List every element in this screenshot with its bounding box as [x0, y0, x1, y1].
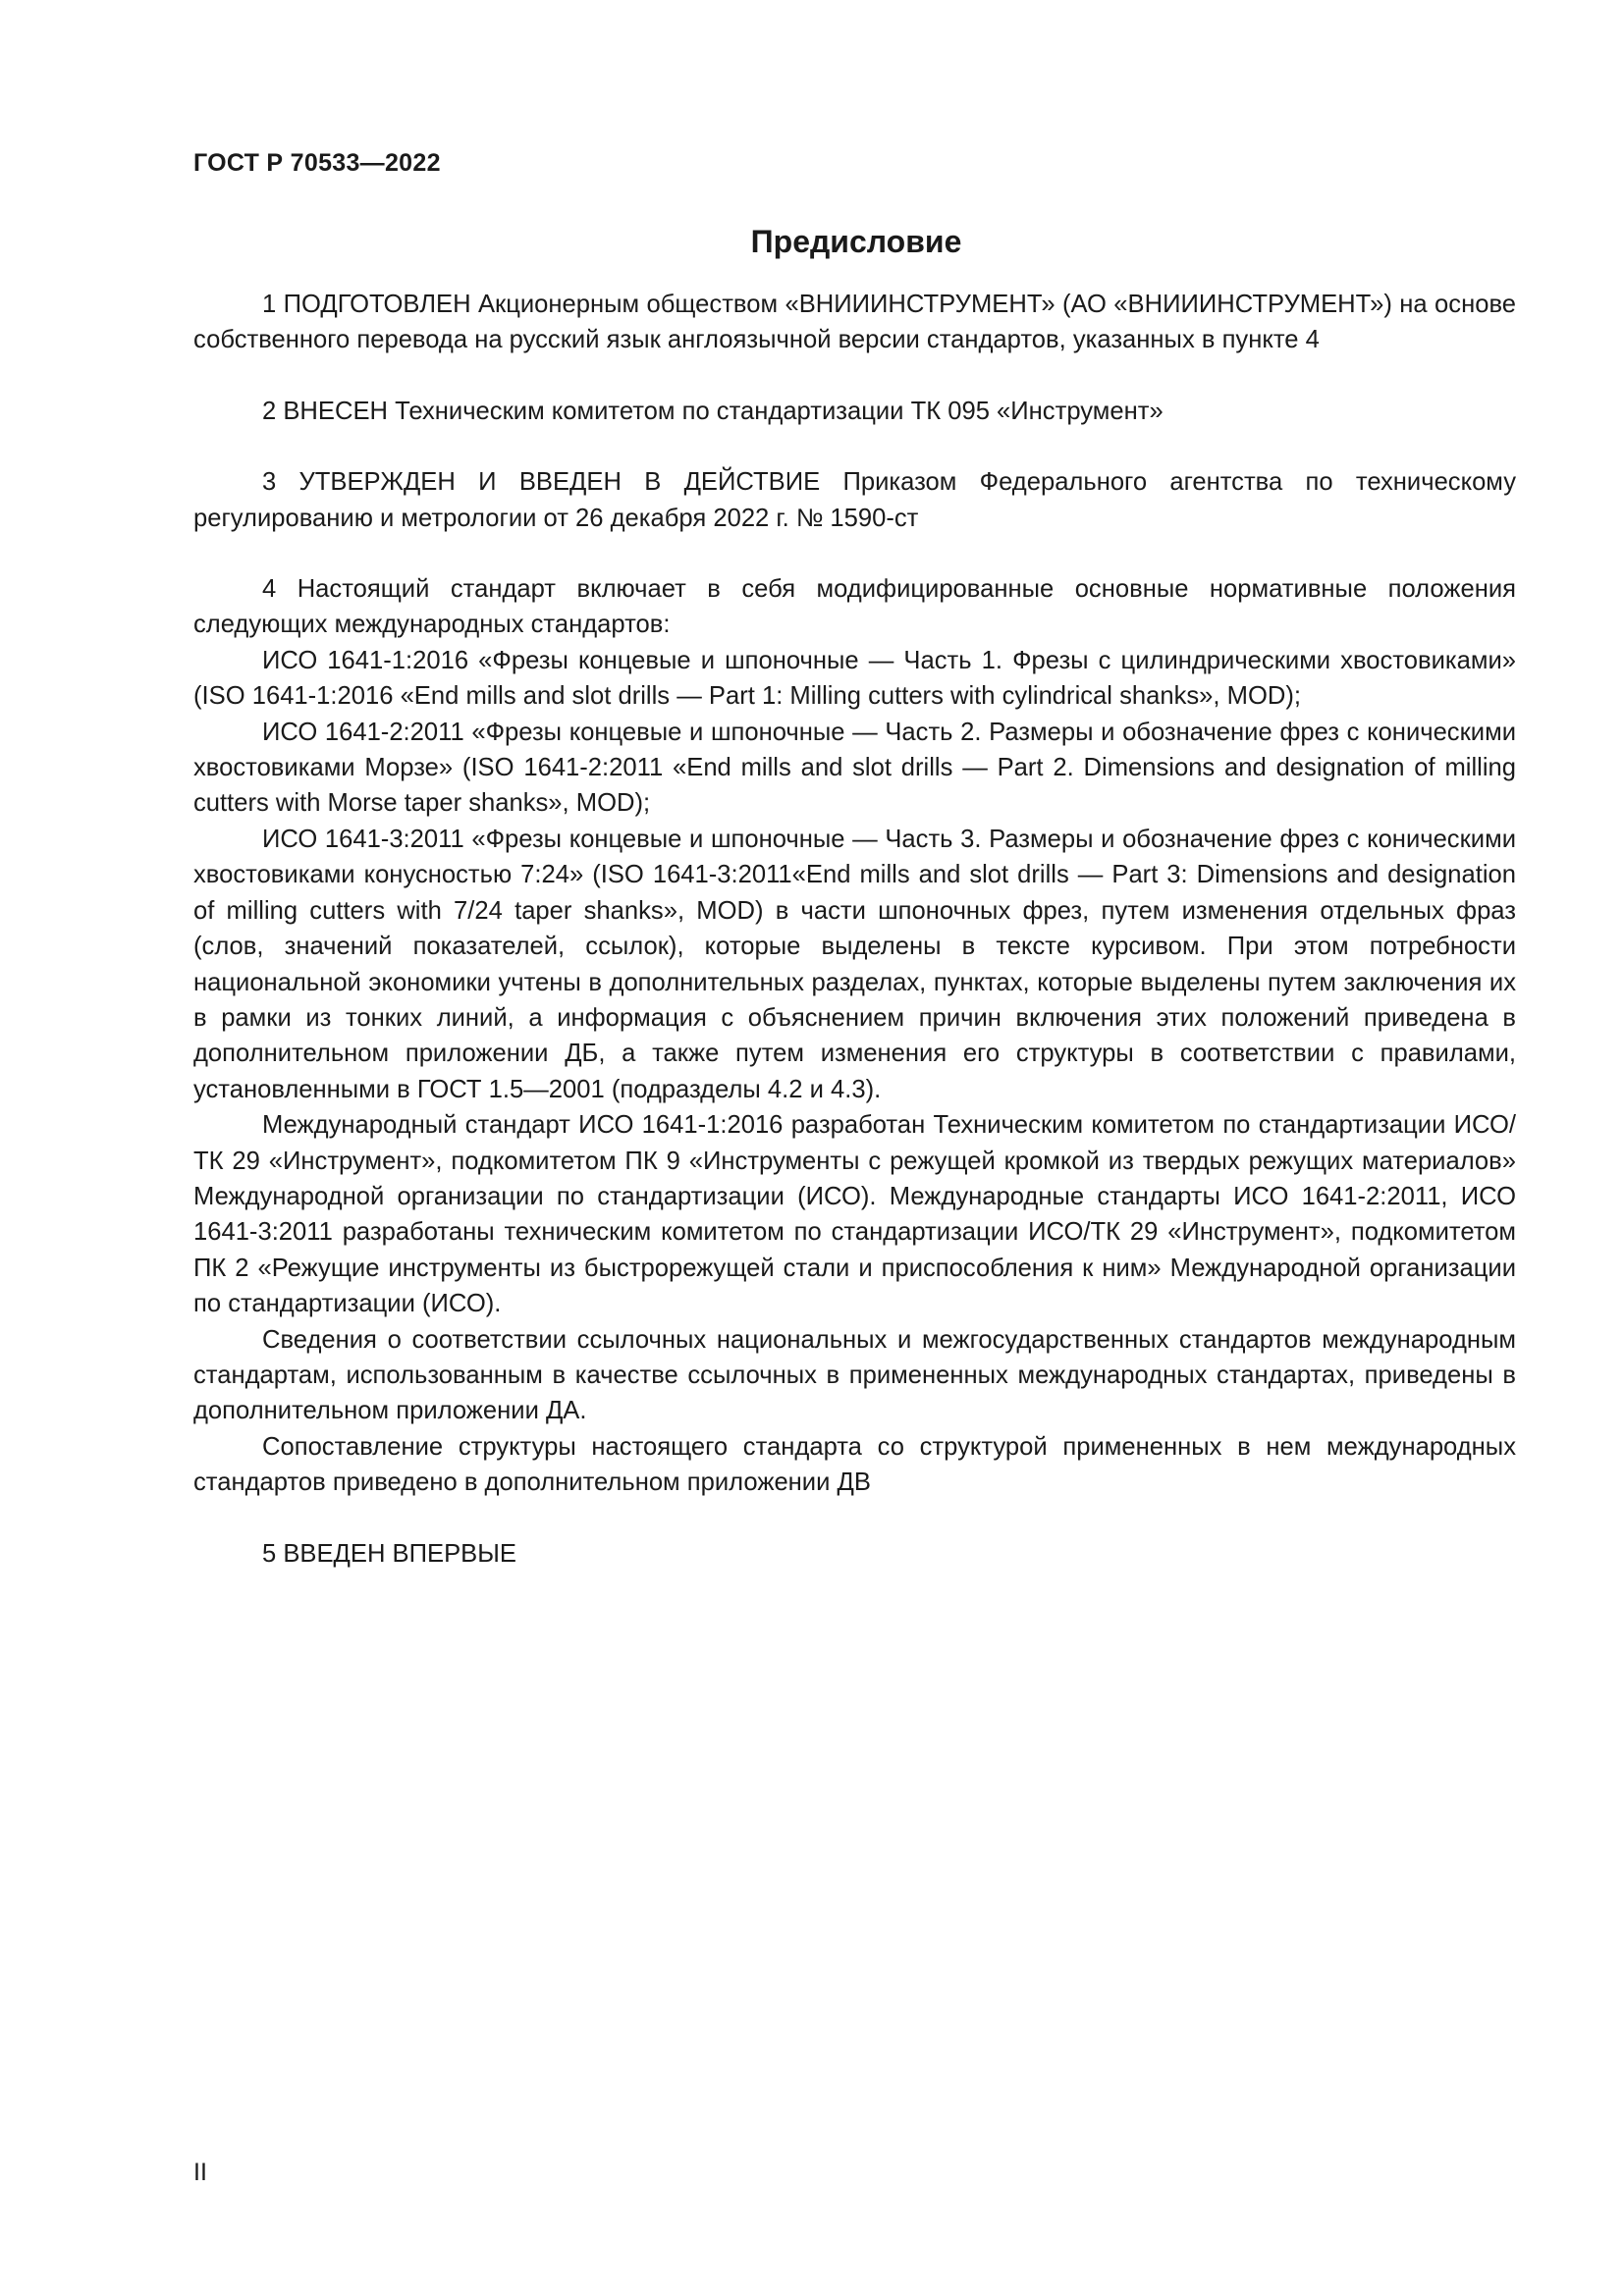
- document-code: ГОСТ Р 70533—2022: [193, 149, 441, 177]
- paragraph-item-4: 4 Настоящий стандарт включает в себя модифицированные основные нормативные положения следующих международных стандартов:: [193, 575, 1516, 639]
- paragraph-item-5: 5 ВВЕДЕН ВПЕРВЫЕ: [262, 1539, 516, 1568]
- paragraph-annex-da: Сведения о соответствии ссылочных национальных и межгосударственных стандартов международным стандартам, использованным в качестве ссылочных в примененных международных стандартах, приведены в дополнительном приложении ДА.: [193, 1325, 1516, 1425]
- foreword-body: [193, 287, 1516, 1572]
- page-title: Предисловие: [750, 224, 962, 259]
- paragraph-iso-1641-1: ИСО 1641-1:2016 «Фрезы концевые и шпоночные — Часть 1. Фрезы с цилиндрическими хвостовиками» (ISO 1641-1:2016 «End mills and slot drills — Part 1: Milling cutters with cylindrical shanks», MOD);: [193, 646, 1516, 711]
- paragraph-item-3: 3 УТВЕРЖДЕН И ВВЕДЕН В ДЕЙСТВИЕ Приказом Федерального агентства по техническому регулированию и метрологии от 26 декабря 2022 г. № 1590-ст: [193, 468, 1516, 532]
- paragraph-iso-1641-2: ИСО 1641-2:2011 «Фрезы концевые и шпоночные — Часть 2. Размеры и обозначение фрез с коническими хвостовиками Морзе» (ISO 1641-2:2011 «End mills and slot drills — Part 2. Dimensions and designation of milling cutters with Morse taper shanks», MOD);: [193, 718, 1516, 818]
- paragraph-iso-origin: Международный стандарт ИСО 1641-1:2016 разработан Техническим комитетом по стандартизации ИСО/ТК 29 «Инструмент», подкомитетом ПК 9 «Инструменты с режущей кромкой из твердых режущих материалов» Международной организации по стандартизации (ИСО). Международные стандарты ИСО 1641-2:2011, ИСО 1641-3:2011 разработаны техническим комитетом по стандартизации ИСО/ТК 29 «Инструмент», подкомитетом ПК 2 «Режущие инструменты из быстрорежущей стали и приспособления к ним» Международной организации по стандартизации (ИСО).: [193, 1111, 1516, 1318]
- paragraph-item-2: 2 ВНЕСЕН Техническим комитетом по стандартизации ТК 095 «Инструмент»: [262, 397, 1164, 425]
- paragraph-item-1: 1 ПОДГОТОВЛЕН Акционерным обществом «ВНИИИНСТРУМЕНТ» (АО «ВНИИИНСТРУМЕНТ») на основе собственного перевода на русский язык англоязычной версии стандартов, указанных в пункте 4: [193, 291, 1516, 354]
- paragraph-annex-dv: Сопоставление структуры настоящего стандарта со структурой примененных в нем международных стандартов приведено в дополнительном приложении ДВ: [193, 1432, 1516, 1497]
- paragraph-iso-1641-3: ИСО 1641-3:2011 «Фрезы концевые и шпоночные — Часть 3. Размеры и обозначение фрез с коническими хвостовиками конусностью 7:24» (ISO 1641-3:2011«End mills and slot drills — Part 3: Dimensions and designation of milling cutters with 7/24 taper shanks», MOD) в части шпоночных фрез, путем изменения отдельных фраз (слов, значений показателей, ссылок), которые выделены в тексте курсивом. При этом потребности национальной экономики учтены в дополнительных разделах, пунктах, которые выделены путем заключения их в рамки из тонких линий, а информация с объяснением причин включения этих положений приведена в дополнительном приложении ДБ, а также путем изменения его структуры в соответствии с правилами, установленными в ГОСТ 1.5—2001 (подразделы 4.2 и 4.3).: [193, 825, 1516, 1103]
- page-number: II: [193, 2159, 207, 2186]
